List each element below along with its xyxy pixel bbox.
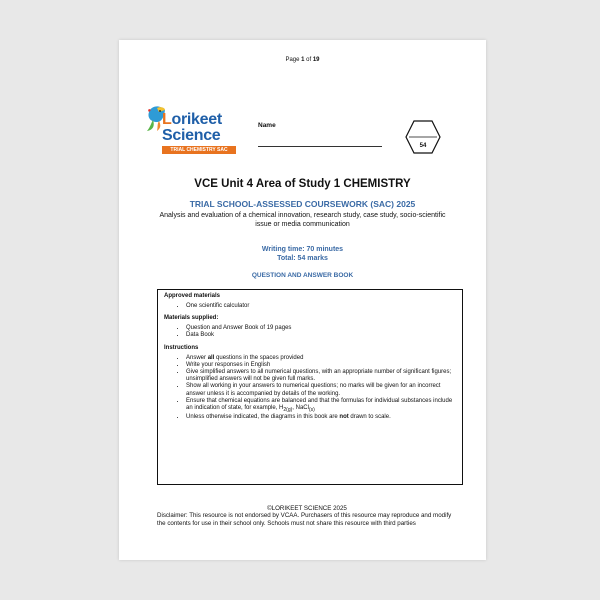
list-item: • Give simplified answers to all numerical questions, with an appropriate number of significant figures; unsimplified answers will not be given full marks.	[186, 369, 456, 383]
document-description: Analysis and evaluation of a chemical innovation, research study, case study, socio-scientific issue or media communication	[159, 212, 446, 228]
list-item: • Show all working in your answers to numerical questions; no marks will be given for an incorrect answer unless it is accompanied by details of the working.	[186, 383, 456, 397]
list-item: • Write your responses in English	[186, 362, 456, 369]
document-title: VCE Unit 4 Area of Study 1 CHEMISTRY	[194, 178, 411, 190]
copyright: ©LORIKEET SCIENCE 2025	[267, 505, 347, 512]
document-page	[119, 40, 486, 560]
list-item: • One scientific calculator	[186, 303, 456, 310]
page-number: Page 1 of 19	[285, 57, 320, 63]
supplied-heading: Materials supplied:	[164, 315, 219, 322]
approved-list	[164, 303, 456, 310]
list-item: • Data Book	[186, 332, 456, 339]
name-label: Name	[258, 122, 276, 129]
lorikeet-science-logo: Lorikeet Science TRIAL CHEMISTRY SAC	[162, 112, 242, 154]
disclaimer: Disclaimer: This resource is not endorsed by VCAA. Purchasers of this resource may reproduce and modify the contents for use in their school only. Schools must not share this resource with third parties	[157, 512, 452, 527]
book-label: QUESTION AND ANSWER BOOK	[251, 272, 354, 279]
total-marks-value: 54	[419, 143, 427, 149]
list-item: • Unless otherwise indicated, the diagrams in this book are not drawn to scale.	[186, 414, 456, 421]
instructions-box	[157, 289, 463, 485]
writing-time: Writing time: 70 minutes Total: 54 marks	[261, 246, 344, 262]
approved-heading: Approved materials	[164, 293, 221, 299]
list-item: • Answer all questions in the spaces provided	[186, 355, 456, 362]
list-item: • Ensure that chemical equations are balanced and that the formulas for individual substances include an indication of state, for example, $H_{2(g)}$, NaCl$_{(s)}$	[186, 398, 456, 415]
supplied-list	[164, 325, 456, 339]
list-item: • Question and Answer Book of 19 pages	[186, 325, 456, 332]
footer	[157, 505, 457, 527]
document-subtitle: TRIAL SCHOOL-ASSESSED COURSEWORK (SAC) 2025	[189, 199, 416, 209]
instructions-heading: Instructions	[164, 344, 199, 351]
name-input-line[interactable]	[258, 146, 382, 147]
instructions-list	[164, 355, 456, 422]
